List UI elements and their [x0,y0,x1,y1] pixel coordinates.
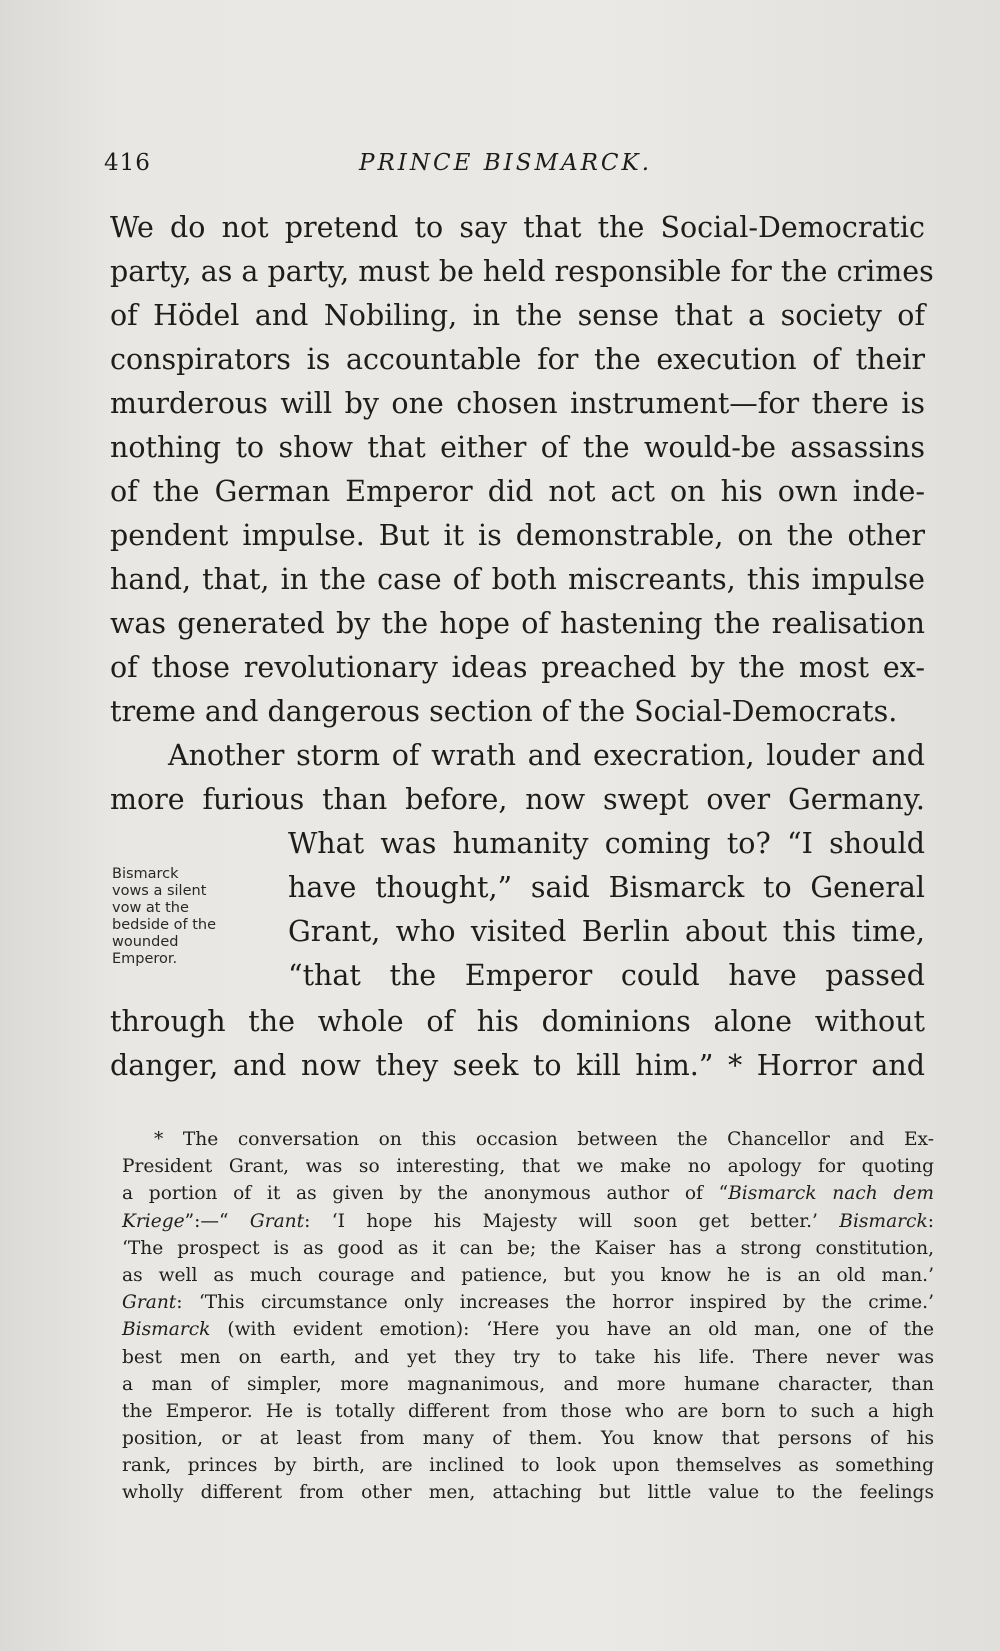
sidenote-line: vow at the [112,900,189,916]
footnote-line: the Emperor. He is totally different from those who are born to such a high [122,1400,934,1422]
footnote-text: : ‘This circumstance only increases the horror inspired by the crime.’ [176,1292,934,1314]
speaker-bismarck: Bismarck [839,1210,928,1232]
text-line: of the German Emperor did not act on his own inde- [110,475,925,508]
footnote-line [122,1180,934,1207]
text-line: through the whole of his dominions alone without [110,1005,925,1038]
footnote-line: best men on earth, and yet they try to take his life. There never was [122,1346,934,1368]
book-title-italic: Kriege [122,1210,185,1232]
footnote-line: position, or at least from many of them. You know that persons of his [122,1428,934,1450]
footnote-line: President Grant, was so interesting, that we make no apology for quoting [122,1156,934,1178]
footnote [122,1126,934,1507]
footnote-line: ‘The prospect is as good as it can be; the Kaiser has a strong constitution, [122,1237,934,1259]
speaker-grant: Grant [122,1292,177,1314]
text-line: treme and dangerous section of the Social-Democrats. [110,695,898,728]
book-title-italic: Bismarck nach dem [728,1183,934,1205]
text-line: murderous will by one chosen instrument—for there is [110,387,925,420]
paragraph-2-top [110,734,925,822]
footnote-line [122,1208,934,1235]
paragraph-2-bottom [110,1000,925,1088]
text-line: hand, that, in the case of both miscreants, this impulse [110,563,925,596]
footnote-line: a man of simpler, more magnanimous, and more humane character, than [122,1373,934,1395]
footnote-text: : [927,1210,934,1232]
text-line: have thought,” said Bismarck to General [288,871,925,904]
text-line: conspirators is accountable for the execution of their [110,343,925,376]
footnote-text: : ‘I hope his Majesty will soon get better.’ [304,1210,840,1232]
sidenote-line: Emperor. [112,951,178,967]
paragraph-1 [110,206,934,734]
text-line: more furious than before, now swept over Germany. [110,783,925,816]
running-title: PRINCE BISMARCK. [359,150,653,176]
margin-sidenote [112,866,216,968]
text-line: pendent impulse. But it is demonstrable, on the other [110,519,925,552]
sidenote-line: vows a silent [112,883,207,899]
footnote-text: ”:—“ [184,1210,250,1232]
speaker-grant: Grant [249,1210,305,1232]
text-line: was generated by the hope of hastening the realisation [110,607,925,640]
text-line: “that the Emperor could have passed [288,959,925,992]
footnote-line [122,1289,934,1316]
footnote-line: * The conversation on this occasion between the Chancellor and Ex- [154,1129,934,1150]
footnote-line: wholly different from other men, attaching but little value to the feelings [122,1482,934,1504]
text-line: We do not pretend to say that the Social-Democratic [110,211,925,244]
sidenote-line: wounded [112,934,179,950]
footnote-text: (with evident emotion): ‘Here you have an old man, one of the [210,1319,934,1341]
footnote-text: a portion of it as given by the anonymous author of “ [122,1183,729,1205]
text-line: Grant, who visited Berlin about this time, [288,915,925,948]
text-line: Another storm of wrath and execration, louder and [168,739,925,772]
text-line: party, as a party, must be held responsible for the crimes [110,255,934,288]
paragraph-2-wrapped [288,822,925,998]
footnote-line: rank, princes by birth, are inclined to look upon themselves as something [122,1455,934,1477]
text-line: of Hödel and Nobiling, in the sense that a society of [110,299,925,332]
speaker-bismarck: Bismarck [122,1319,211,1341]
text-line: danger, and now they seek to kill him.” * Horror and [110,1049,925,1082]
page-header [104,150,924,186]
text-line: What was humanity coming to? “I should [288,827,925,860]
footnote-line: as well as much courage and patience, but you know he is an old man.’ [122,1264,934,1286]
footnote-line [122,1316,934,1343]
sidenote-line: bedside of the [112,917,217,933]
text-line: of those revolutionary ideas preached by the most ex- [110,651,925,684]
page-number: 416 [104,150,151,176]
text-line: nothing to show that either of the would-be assassins [110,431,925,464]
sidenote-line: Bismarck [112,866,179,882]
